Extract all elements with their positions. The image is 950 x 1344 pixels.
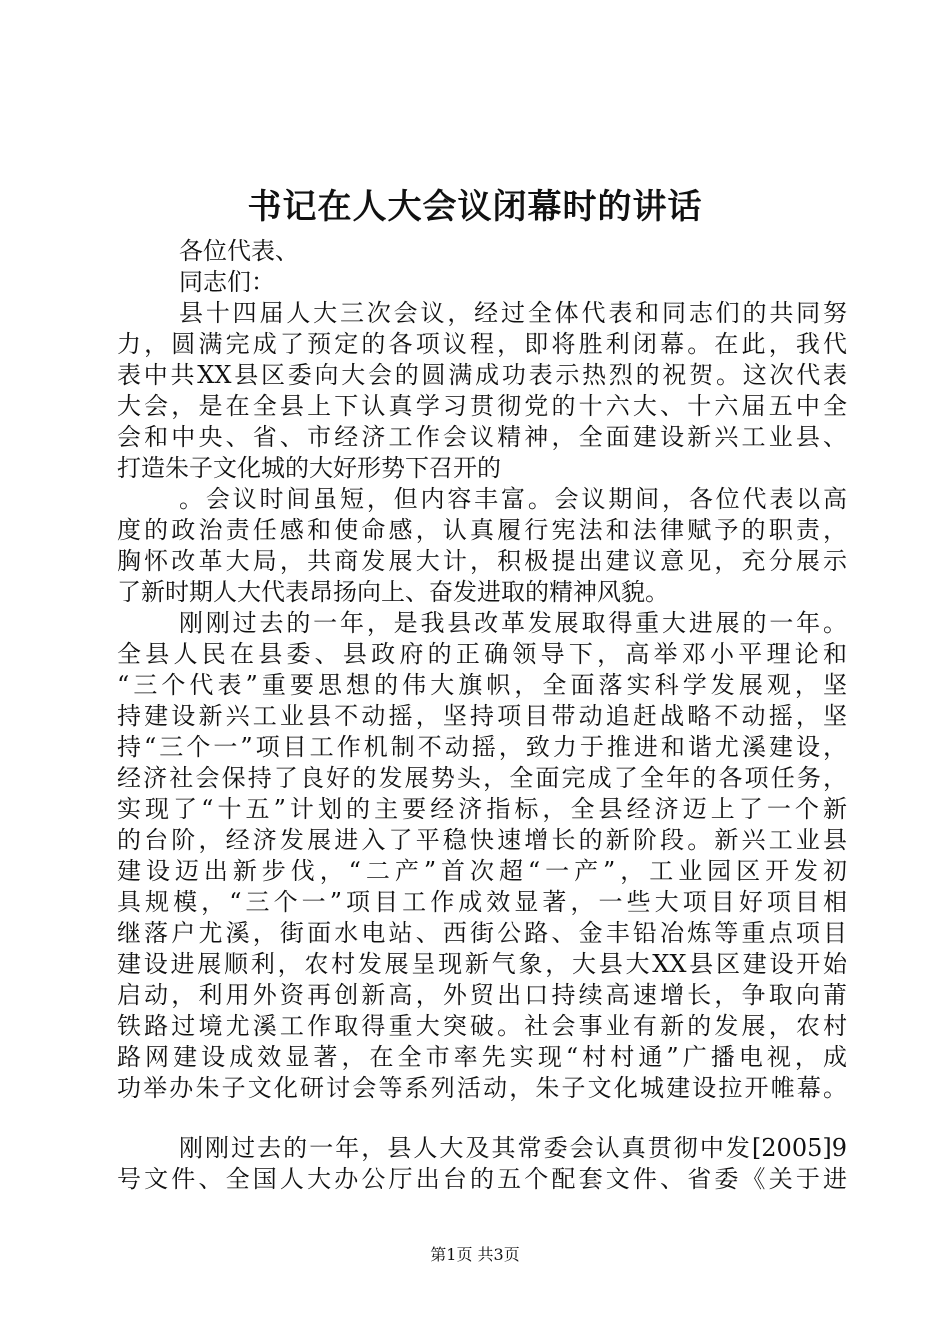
body-line: 建设迈出新步伐，“二产”首次超“一产”，工业园区开发初 <box>117 857 847 885</box>
body-line: 度的政治责任感和使命感，认真履行宪法和法律赋予的职责， <box>117 516 847 544</box>
body-line: “三个代表”重要思想的伟大旗帜，全面落实科学发展观，坚 <box>117 671 847 699</box>
body-line: 会和中央、省、市经济工作会议精神，全面建设新兴工业县、 <box>117 423 847 451</box>
body-line: 了新时期人大代表昂扬向上、奋发进取的精神风貌。 <box>117 578 669 606</box>
body-line: 打造朱子文化城的大好形势下召开的 <box>117 454 501 482</box>
body-line: 县十四届人大三次会议，经过全体代表和同志们的共同努 <box>179 299 847 327</box>
salutation-line: 各位代表、 <box>179 237 299 265</box>
body-line: 路网建设成效显著，在全市率先实现“村村通”广播电视，成 <box>117 1043 847 1071</box>
salutation-line: 同志们： <box>179 268 275 296</box>
body-line: 全县人民在县委、县政府的正确领导下，高举邓小平理论和 <box>117 640 847 668</box>
body-line: 启动，利用外资再创新高，外贸出口持续高速增长，争取向莆 <box>117 981 847 1009</box>
body-line: 大会，是在全县上下认真学习贯彻党的十六大、十六届五中全 <box>117 392 847 420</box>
body-line: 功举办朱子文化研讨会等系列活动，朱子文化城建设拉开帷幕。 <box>117 1074 847 1102</box>
body-line: 表中共XX县区委向大会的圆满成功表示热烈的祝贺。这次代表 <box>117 361 847 389</box>
body-line: 铁路过境尤溪工作取得重大突破。社会事业有新的发展，农村 <box>117 1012 847 1040</box>
body-line: 刚刚过去的一年，是我县改革发展取得重大进展的一年。 <box>179 609 847 637</box>
body-line: 力，圆满完成了预定的各项议程，即将胜利闭幕。在此，我代 <box>117 330 847 358</box>
body-line: 胸怀改革大局，共商发展大计，积极提出建议意见，充分展示 <box>117 547 847 575</box>
body-line: 持“三个一”项目工作机制不动摇，致力于推进和谐尤溪建设， <box>117 733 847 761</box>
body-line: 持建设新兴工业县不动摇，坚持项目带动追赶战略不动摇，坚 <box>117 702 847 730</box>
body-line: 建设进展顺利，农村发展呈现新气象，大县大XX县区建设开始 <box>117 950 847 978</box>
body-line: 的台阶，经济发展进入了平稳快速增长的新阶段。新兴工业县 <box>117 826 847 854</box>
page-number: 第1页 共3页 <box>430 1245 520 1264</box>
body-line: 。会议时间虽短，但内容丰富。会议期间，各位代表以高 <box>179 485 847 513</box>
body-line: 刚刚过去的一年，县人大及其常委会认真贯彻中发[2005]9 <box>179 1134 847 1162</box>
document-title: 书记在人大会议闭幕时的讲话 <box>247 187 703 227</box>
body-line: 继落户尤溪，街面水电站、西街公路、金丰铅冶炼等重点项目 <box>117 919 847 947</box>
body-line: 实现了“十五”计划的主要经济指标，全县经济迈上了一个新 <box>117 795 847 823</box>
body-line: 号文件、全国人大办公厅出台的五个配套文件、省委《关于进 <box>117 1165 847 1193</box>
body-line: 经济社会保持了良好的发展势头，全面完成了全年的各项任务， <box>117 764 847 792</box>
body-line: 具规模，“三个一”项目工作成效显著，一些大项目好项目相 <box>117 888 847 916</box>
